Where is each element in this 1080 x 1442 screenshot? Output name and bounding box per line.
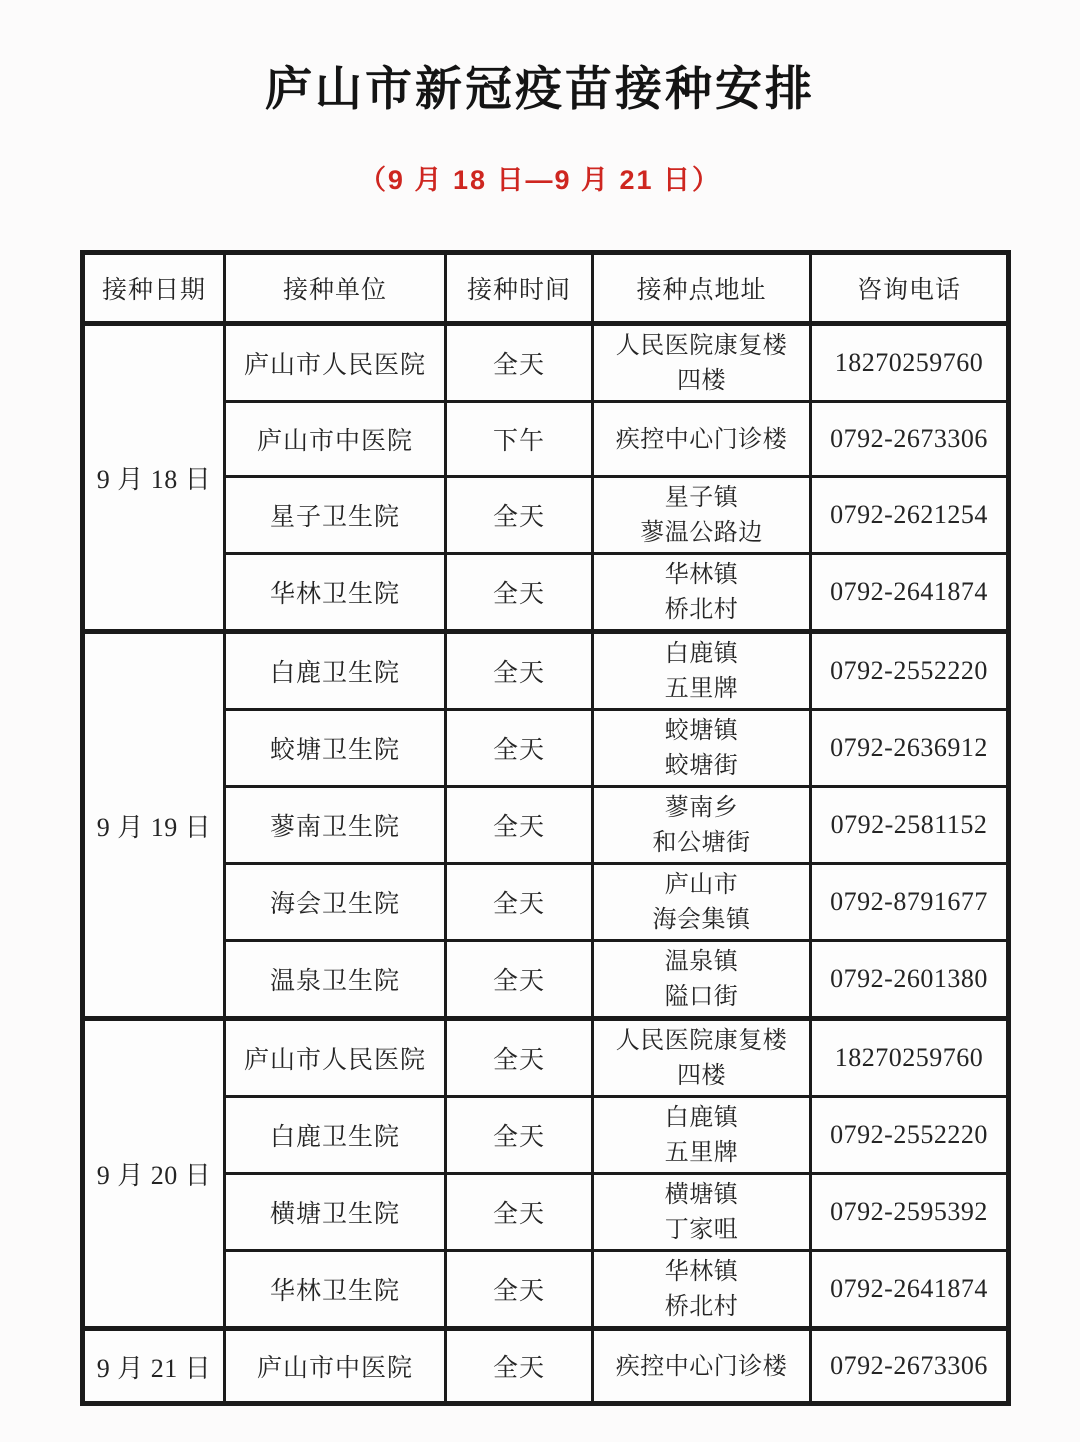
address-cell: 蛟塘镇 蛟塘街 — [593, 710, 811, 787]
unit-cell: 华林卫生院 — [225, 554, 446, 632]
unit-cell: 庐山市中医院 — [225, 1329, 446, 1404]
date-cell: 9 月 20 日 — [83, 1019, 225, 1329]
time-cell: 全天 — [446, 632, 593, 710]
phone-cell: 0792-2581152 — [811, 787, 1009, 864]
vaccination-schedule-table — [80, 250, 1011, 1406]
address-cell: 华林镇 桥北村 — [593, 554, 811, 632]
time-cell: 全天 — [446, 1019, 593, 1097]
unit-cell: 白鹿卫生院 — [225, 1097, 446, 1174]
unit-cell: 蓼南卫生院 — [225, 787, 446, 864]
address-cell: 庐山市 海会集镇 — [593, 864, 811, 941]
unit-cell: 蛟塘卫生院 — [225, 710, 446, 787]
unit-cell: 星子卫生院 — [225, 477, 446, 554]
table-row — [83, 1329, 1009, 1404]
address-cell: 疾控中心门诊楼 — [593, 402, 811, 477]
time-cell: 全天 — [446, 941, 593, 1019]
address-cell: 星子镇 蓼温公路边 — [593, 477, 811, 554]
date-cell: 9 月 18 日 — [83, 324, 225, 632]
phone-cell: 18270259760 — [811, 1019, 1009, 1097]
unit-cell: 白鹿卫生院 — [225, 632, 446, 710]
address-cell: 蓼南乡 和公塘街 — [593, 787, 811, 864]
column-header: 接种时间 — [446, 253, 593, 324]
table-row — [83, 324, 1009, 402]
time-cell: 全天 — [446, 1097, 593, 1174]
time-cell: 全天 — [446, 1174, 593, 1251]
address-cell: 华林镇 桥北村 — [593, 1251, 811, 1329]
phone-cell: 0792-2673306 — [811, 402, 1009, 477]
phone-cell: 0792-2641874 — [811, 1251, 1009, 1329]
column-header: 咨询电话 — [811, 253, 1009, 324]
address-cell: 温泉镇 隘口街 — [593, 941, 811, 1019]
phone-cell: 0792-2552220 — [811, 1097, 1009, 1174]
table-row — [83, 632, 1009, 710]
phone-cell: 0792-2673306 — [811, 1329, 1009, 1404]
phone-cell: 0792-2636912 — [811, 710, 1009, 787]
address-cell: 横塘镇 丁家咀 — [593, 1174, 811, 1251]
phone-cell: 0792-2595392 — [811, 1174, 1009, 1251]
time-cell: 下午 — [446, 402, 593, 477]
time-cell: 全天 — [446, 554, 593, 632]
time-cell: 全天 — [446, 710, 593, 787]
phone-cell: 18270259760 — [811, 324, 1009, 402]
phone-cell: 0792-2601380 — [811, 941, 1009, 1019]
date-range-subtitle: （9 月 18 日—9 月 21 日） — [358, 165, 722, 195]
address-cell: 白鹿镇 五里牌 — [593, 632, 811, 710]
address-cell: 人民医院康复楼 四楼 — [593, 324, 811, 402]
unit-cell: 华林卫生院 — [225, 1251, 446, 1329]
column-header: 接种点地址 — [593, 253, 811, 324]
unit-cell: 海会卫生院 — [225, 864, 446, 941]
table-header-row — [83, 253, 1009, 324]
phone-cell: 0792-2621254 — [811, 477, 1009, 554]
time-cell: 全天 — [446, 324, 593, 402]
column-header: 接种日期 — [83, 253, 225, 324]
time-cell: 全天 — [446, 787, 593, 864]
time-cell: 全天 — [446, 864, 593, 941]
time-cell: 全天 — [446, 1329, 593, 1404]
address-cell: 白鹿镇 五里牌 — [593, 1097, 811, 1174]
page-title: 庐山市新冠疫苗接种安排 — [265, 62, 815, 115]
table-body — [83, 324, 1009, 1404]
date-cell: 9 月 21 日 — [83, 1329, 225, 1404]
unit-cell: 横塘卫生院 — [225, 1174, 446, 1251]
address-cell: 疾控中心门诊楼 — [593, 1329, 811, 1404]
column-header: 接种单位 — [225, 253, 446, 324]
unit-cell: 庐山市人民医院 — [225, 1019, 446, 1097]
phone-cell: 0792-2641874 — [811, 554, 1009, 632]
unit-cell: 温泉卫生院 — [225, 941, 446, 1019]
date-cell: 9 月 19 日 — [83, 632, 225, 1019]
address-cell: 人民医院康复楼 四楼 — [593, 1019, 811, 1097]
phone-cell: 0792-8791677 — [811, 864, 1009, 941]
phone-cell: 0792-2552220 — [811, 632, 1009, 710]
time-cell: 全天 — [446, 477, 593, 554]
table-row — [83, 1019, 1009, 1097]
unit-cell: 庐山市人民医院 — [225, 324, 446, 402]
unit-cell: 庐山市中医院 — [225, 402, 446, 477]
time-cell: 全天 — [446, 1251, 593, 1329]
